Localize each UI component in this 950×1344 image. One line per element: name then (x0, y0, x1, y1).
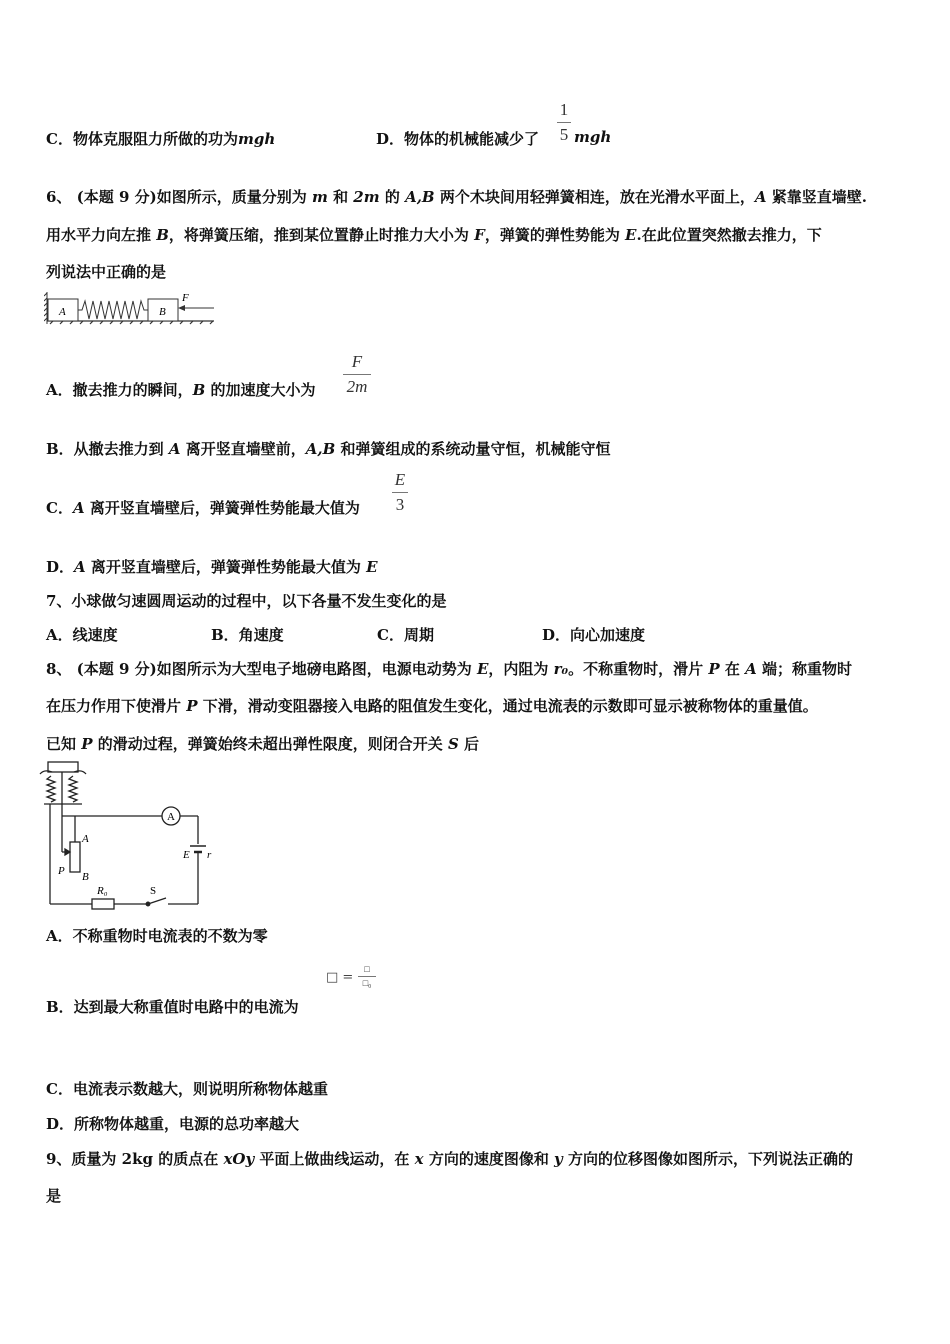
mass-value: 2kg (121, 1150, 153, 1168)
q6-stem-line1 (46, 186, 867, 207)
var-e: E (366, 558, 378, 576)
text: 离开竖直墙壁后，弹簧弹性势能最大值为 (85, 558, 367, 576)
text: 后 (458, 735, 480, 753)
var-r0: r₀ (553, 660, 569, 678)
text: 6、 (本题 9 分)如图所示，质量分别为 (46, 188, 312, 206)
var-2m: 2m (353, 188, 380, 206)
var-b: B (192, 381, 206, 399)
text: 两个木块间用轻弹簧相连，放在光滑水平面上， (434, 188, 755, 206)
var-ab: A,B (405, 188, 435, 206)
text: 在压力作用下使滑片 (46, 697, 187, 715)
force-arrowhead (178, 305, 185, 311)
block-b-label: B (159, 306, 166, 318)
force-label: F (182, 292, 189, 304)
var-p: P (708, 660, 720, 678)
var-ab: A,B (305, 440, 336, 458)
q9-stem-line1 (46, 1148, 853, 1169)
var-p: P (81, 735, 93, 753)
text: D． (46, 558, 75, 576)
q6-spring-figure (44, 290, 216, 326)
text: 和弹簧组成的系统动量守恒，机械能守恒 (335, 440, 611, 458)
text: C． (46, 499, 73, 517)
text: 和 (327, 188, 354, 206)
q5-option-c (46, 128, 275, 149)
fraction-numerator: 1 (559, 100, 569, 119)
q5-option-c-text: C．物体克服阻力所做的功为 (46, 130, 238, 148)
q7-option-b: B．角速度 (211, 626, 284, 644)
text: 紧靠竖直墙壁. (766, 188, 867, 206)
q6-option-a (46, 379, 316, 400)
fraction-numerator: F (351, 352, 363, 371)
q8-option-d: D．所称物体越重，电源的总功率越大 (46, 1115, 300, 1133)
label-p: P (58, 865, 65, 877)
q8-option-c: C．电流表示数越大，则说明所称物体越重 (46, 1080, 328, 1098)
var-f: F (474, 226, 485, 244)
text: 9、质量为 (46, 1150, 122, 1168)
text: 平面上做曲线运动，在 (254, 1150, 415, 1168)
text: 用水平力向左推 (46, 226, 157, 244)
q6-stem-line2 (46, 224, 822, 245)
var-y: y (554, 1150, 563, 1168)
var-xoy: xOy (223, 1150, 255, 1168)
text: 离开竖直墙壁前， (180, 440, 306, 458)
scale-pan (48, 762, 78, 772)
q5-option-c-var: mgh (237, 130, 276, 148)
text: ，将弹簧压缩，推到某位置静止时推力大小为 (168, 226, 475, 244)
q8-option-b-formula-fraction (358, 964, 376, 989)
spring (78, 301, 148, 319)
q6-option-a-fraction (343, 352, 371, 397)
rheostat (70, 842, 80, 872)
fraction-numerator: □ (364, 964, 370, 974)
text: 的 (379, 188, 406, 206)
q7-stem: 7、小球做匀速圆周运动的过程中，以下各量不发生变化的是 (46, 592, 447, 610)
text: 已知 (46, 735, 82, 753)
q8-option-b: B．达到最大称重值时电路中的电流为 (46, 998, 299, 1016)
text: 方向的位移图像如图所示，下列说法正确的 (562, 1150, 853, 1168)
text: 离开竖直墙壁后，弹簧弹性势能最大值为 (84, 499, 360, 517)
label-b: B (82, 871, 89, 883)
text: ，内阻为 (488, 660, 554, 678)
q5-option-d-var: mgh (574, 128, 612, 146)
text: 在 (719, 660, 746, 678)
q6-option-c-fraction (392, 470, 408, 515)
label-r0: R₀ (97, 885, 108, 897)
q6-option-c (46, 497, 360, 518)
fraction-denominator: 5 (559, 125, 569, 144)
text: 。不称重物时，滑片 (568, 660, 709, 678)
text: 8、 (本题 9 分)如图所示为大型电子地磅电路图，电源电动势为 (46, 660, 477, 678)
label-a: A (82, 833, 89, 845)
q6-option-b (46, 438, 611, 459)
spring-right (69, 776, 77, 802)
q7-option-d: D．向心加速度 (542, 626, 646, 644)
text: .在此位置突然撤去推力，下 (636, 226, 822, 244)
q8-stem-line1 (46, 658, 852, 679)
switch-blade (148, 898, 166, 904)
wall-hatch (44, 292, 47, 324)
q8-option-a: A．不称重物时电流表的不数为零 (46, 927, 268, 945)
text: 的加速度大小为 (205, 381, 316, 399)
var-b: B (156, 226, 169, 244)
label-e: E (183, 849, 190, 861)
q5-option-d-text: D．物体的机械能减少了 (376, 130, 540, 148)
var-e: E (476, 660, 489, 678)
q8-stem-line3 (46, 733, 479, 754)
var-a: A (74, 558, 86, 576)
text: B．从撤去推力到 (46, 440, 169, 458)
fraction-denominator: 2m (346, 377, 368, 396)
text: 端；称重物时 (756, 660, 852, 678)
var-a: A (168, 440, 181, 458)
q8-option-b-formula-left: □ = (326, 970, 354, 985)
q8-circuit-figure (38, 760, 218, 916)
var-m: m (311, 188, 328, 206)
text: ，弹簧的弹性势能为 (484, 226, 626, 244)
text: 的滑动过程，弹簧始终未超出弹性限度，则闭合开关 (92, 735, 448, 753)
q5-option-d-fraction (557, 100, 571, 145)
var-a: A (72, 499, 85, 517)
q6-stem-line3: 列说法中正确的是 (46, 263, 167, 281)
q9-stem-line2: 是 (46, 1187, 62, 1205)
var-a: A (745, 660, 757, 678)
text: 方向的速度图像和 (423, 1150, 555, 1168)
text: 下滑，滑动变阻器接入电路的阻值发生变化，通过电流表的示数即可显示被称物体的重量值。 (197, 697, 818, 715)
q6-option-d (46, 556, 378, 577)
label-s: S (150, 885, 157, 897)
var-s: S (447, 735, 459, 753)
q7-option-c: C．周期 (377, 626, 434, 644)
label-r: r (207, 849, 212, 861)
slider-arrow (65, 849, 70, 855)
var-a: A (754, 188, 767, 206)
q5-option-d (376, 128, 539, 149)
var-x: x (414, 1150, 424, 1168)
fraction-numerator: E (394, 470, 406, 489)
q7-option-a: A．线速度 (46, 626, 118, 644)
fraction-denominator: 3 (395, 495, 405, 514)
var-e: E (625, 226, 637, 244)
ammeter-label: A (167, 811, 175, 823)
fraction-denominator: □₀ (362, 978, 372, 988)
text: 的质点在 (153, 1150, 224, 1168)
var-p: P (186, 697, 198, 715)
spring-left (47, 776, 55, 802)
q8-stem-line2 (46, 695, 818, 716)
text: A．撤去推力的瞬间， (46, 381, 193, 399)
block-a-label: A (59, 306, 66, 318)
resistor-r0 (92, 899, 114, 909)
